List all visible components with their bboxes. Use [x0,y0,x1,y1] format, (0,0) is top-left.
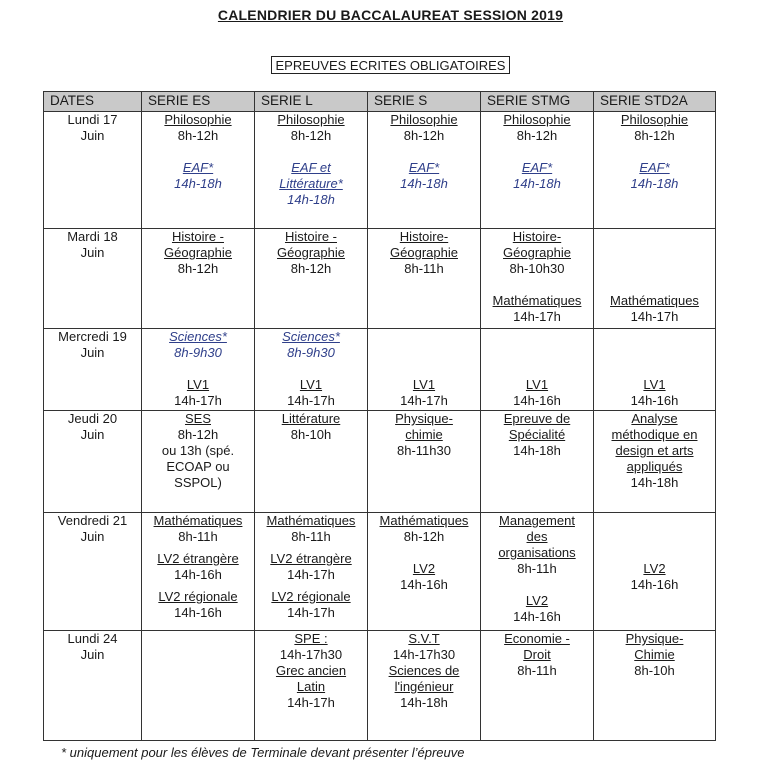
exam-subject: des [526,529,548,544]
exam-subject: Grec ancien [275,663,347,678]
table-row [44,411,716,513]
table-row [44,112,716,229]
exam-time: SSPOL) [174,475,222,490]
exam-cell-serie-std2a [594,513,716,631]
date-cell [44,229,142,329]
exam-subject: LV1 [643,377,666,392]
exam-time: 14h-18h [174,176,222,191]
exam-cell-serie-s [368,229,481,329]
exam-subject: LV1 [525,377,549,392]
exam-subject: Sciences* [169,329,227,344]
exam-cell-serie-s [368,112,481,229]
exam-time: 14h-18h [400,695,448,710]
exam-subject: Philosophie [503,112,571,127]
exam-subject: Littérature [281,411,341,426]
exam-subject: Géographie [164,245,232,260]
exam-subject: Economie - [504,631,570,646]
date-cell [44,411,142,513]
exam-subject: Philosophie [277,112,345,127]
exam-time: 8h-9h30 [174,345,222,360]
exam-time: 14h-18h [400,176,448,191]
exam-time: 8h-10h30 [509,261,565,276]
exam-subject: EAF et [291,160,331,175]
exam-time: 14h-17h [630,309,679,324]
exam-time: 8h-12h [177,128,219,143]
exam-subject: Histoire- [512,229,562,244]
exam-time: 8h-12h [290,261,332,276]
date-line: Lundi 24 [67,631,118,646]
header-serie-es: SERIE ES [142,92,255,112]
exam-time: 8h-11h [178,529,218,544]
exam-time: 14h-18h [630,176,679,191]
exam-subject: Géographie [503,245,571,260]
exam-cell-serie-std2a [594,112,716,229]
date-cell [44,513,142,631]
table-header-row [44,92,716,112]
exam-cell-serie-es [142,411,255,513]
exam-subject: SPE : [294,631,328,646]
date-cell [44,112,142,229]
exam-time: 14h-18h [630,475,679,490]
exam-cell-serie-std2a [594,631,716,741]
exam-subject: Philosophie [390,112,458,127]
exam-time: 8h-12h [290,128,332,143]
header-serie-s: SERIE S [368,92,481,112]
exam-subject: Philosophie [620,112,689,127]
exam-subject: Mathématiques [266,513,356,528]
exam-time: 14h-16h [630,577,679,592]
exam-subject: EAF* [182,160,214,175]
date-line: Juin [80,427,105,442]
exam-time: 8h-9h30 [287,345,335,360]
exam-time: 8h-11h [291,529,331,544]
exam-subject: LV1 [412,377,436,392]
exam-subject: Epreuve de [503,411,571,426]
exam-time: 14h-16h [513,609,561,624]
exam-cell-serie-stmg [481,229,594,329]
exam-subject: Physique- [625,631,684,646]
exam-time: 8h-12h [177,427,219,442]
exam-subject: LV1 [186,377,210,392]
exam-cell-serie-l [255,229,368,329]
exam-time: 8h-10h [290,427,332,442]
exam-subject: LV2 [525,593,549,608]
exam-time: 14h-16h [174,605,222,620]
exam-subject: LV2 [643,561,666,576]
exam-cell-serie-l [255,631,368,741]
exam-subject: Mathématiques [379,513,469,528]
exam-subject: LV1 [299,377,323,392]
exam-subject: Sciences* [282,329,340,344]
section-subtitle: EPREUVES ECRITES OBLIGATOIRES [271,56,511,74]
page-title: CALENDRIER DU BACCALAUREAT SESSION 2019 [217,7,564,23]
exam-subject: Spécialité [508,427,566,442]
exam-cell-serie-s [368,329,481,411]
exam-cell-serie-es [142,513,255,631]
exam-cell-serie-s [368,631,481,741]
exam-time: 14h-17h [287,393,335,408]
exam-subject: LV2 étrangère [157,551,239,566]
exam-subject: LV2 régionale [158,589,238,604]
exam-time: 8h-11h30 [397,443,451,458]
exam-time: 8h-11h [517,561,557,576]
exam-subject: l'ingénieur [394,679,454,694]
exam-subject: EAF* [408,160,440,175]
exam-subject: méthodique en [611,427,698,442]
exam-subject: organisations [498,545,576,560]
exam-subject: Mathématiques [153,513,243,528]
exam-cell-serie-es [142,329,255,411]
exam-cell-serie-es [142,229,255,329]
exam-time: 14h-17h30 [279,647,343,662]
exam-time: 8h-12h [403,128,445,143]
header-dates: DATES [44,92,142,112]
exam-cell-serie-stmg [481,329,594,411]
exam-cell-serie-stmg [481,411,594,513]
table-row [44,229,716,329]
date-line: Juin [80,647,105,662]
exam-cell-serie-l [255,513,368,631]
exam-time: ou 13h (spé. [161,443,235,458]
exam-time: 14h-17h30 [392,647,456,662]
exam-time: 14h-16h [174,567,222,582]
exam-subject: Physique- [395,411,453,426]
exam-subject: design et arts [615,443,694,458]
exam-subject: Géographie [390,245,458,260]
footnote: * uniquement pour les élèves de Terminale devant présenter l’épreuve [61,745,465,760]
exam-subject: LV2 [412,561,436,576]
exam-time: 14h-16h [630,393,679,408]
exam-time: 8h-12h [403,529,445,544]
exam-time: 14h-16h [400,577,448,592]
exam-time: 14h-16h [513,393,561,408]
exam-subject: Géographie [277,245,345,260]
exam-time: 14h-17h [287,605,335,620]
exam-cell-serie-std2a [594,229,716,329]
exam-subject: EAF* [639,160,670,175]
date-line: Mardi 18 [67,229,118,244]
exam-time: 14h-17h [287,567,335,582]
date-line: Juin [80,245,105,260]
date-line: Mercredi 19 [58,329,127,344]
exam-time: 8h-12h [177,261,219,276]
exam-subject: LV2 régionale [271,589,351,604]
date-line: Juin [80,128,105,143]
exam-time: 8h-10h [634,663,675,678]
exam-cell-serie-s [368,411,481,513]
exam-calendar-table [43,91,716,741]
exam-time: 8h-11h [517,663,557,678]
exam-subject: Histoire - [284,229,337,244]
exam-cell-serie-l [255,112,368,229]
exam-time: 14h-17h [400,393,448,408]
exam-subject: Histoire - [171,229,224,244]
exam-time: 14h-17h [287,695,335,710]
exam-cell-serie-l [255,329,368,411]
exam-cell-serie-es [142,112,255,229]
exam-subject: Analyse [631,411,678,426]
exam-subject: Philosophie [164,112,232,127]
exam-subject: appliqués [626,459,683,474]
exam-cell-serie-stmg [481,631,594,741]
exam-cell-serie-stmg [481,112,594,229]
exam-subject: SES [184,411,211,426]
exam-subject: Mathématiques [610,293,699,308]
exam-subject: Sciences de [388,663,460,678]
header-serie-std2a: SERIE STD2A [594,92,716,112]
exam-subject: Histoire- [399,229,449,244]
header-serie-stmg: SERIE STMG [481,92,594,112]
exam-time: 14h-17h [513,309,561,324]
exam-subject: Mathématiques [492,293,582,308]
exam-subject: Chimie [634,647,675,662]
exam-time: 14h-18h [513,443,561,458]
date-line: Juin [80,345,105,360]
exam-cell-serie-es [142,631,255,741]
exam-time: 8h-12h [516,128,558,143]
exam-cell-serie-stmg [481,513,594,631]
date-cell [44,631,142,741]
exam-time: 8h-12h [634,128,675,143]
exam-subject: Management [499,513,575,528]
exam-subject: LV2 étrangère [270,551,352,566]
exam-subject: chimie [405,427,443,442]
table-row [44,513,716,631]
exam-subject: S.V.T [408,631,440,646]
exam-cell-serie-s [368,513,481,631]
exam-time: ECOAP ou [166,459,230,474]
exam-time: 14h-17h [174,393,222,408]
exam-time: 14h-18h [287,192,335,207]
exam-time: 14h-18h [513,176,561,191]
date-line: Juin [80,529,105,544]
exam-subject: EAF* [521,160,553,175]
exam-time: 8h-11h [404,261,444,276]
exam-cell-serie-std2a [594,329,716,411]
table-row [44,631,716,741]
exam-subject: Latin [296,679,326,694]
date-line: Lundi 17 [67,112,118,127]
exam-cell-serie-l [255,411,368,513]
date-line: Jeudi 20 [67,411,118,426]
exam-subject: Littérature* [279,176,343,191]
exam-subject: Droit [523,647,551,662]
exam-cell-serie-std2a [594,411,716,513]
header-serie-l: SERIE L [255,92,368,112]
date-cell [44,329,142,411]
date-line: Vendredi 21 [57,513,128,528]
table-row [44,329,716,411]
